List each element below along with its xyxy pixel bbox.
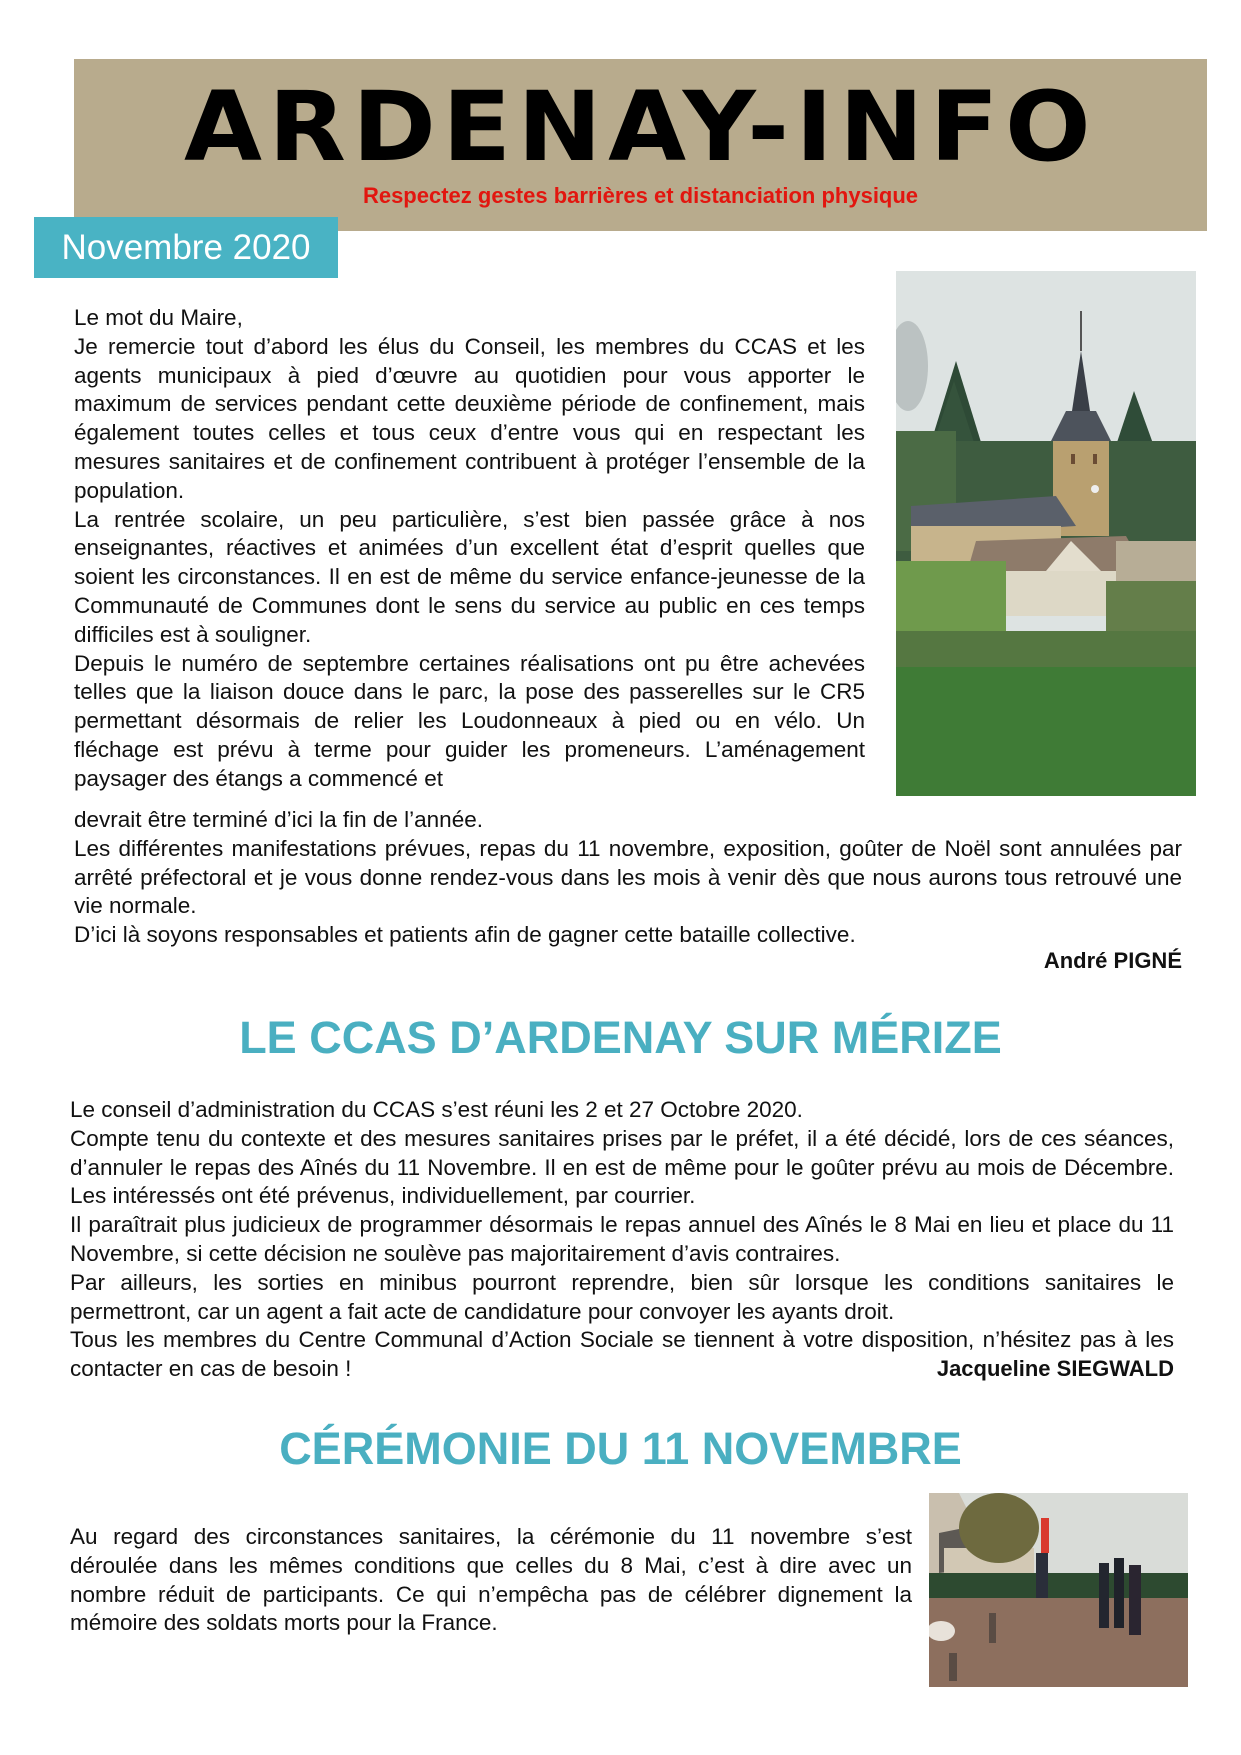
mayor-greeting: Le mot du Maire, (74, 305, 243, 330)
masthead-banner (74, 59, 1207, 231)
ceremony-monument-photo (929, 1493, 1188, 1687)
mayor-paragraph: La rentrée scolaire, un peu particulière, s’est bien passée grâce à nos enseignantes, réactives et animées d’un excellent état d’esprit quelles que soient les circonstances. Il en est de même du service enfance-jeunesse de la Communauté de Communes dont le sens du service au public en ces temps difficiles est à souligner. (74, 506, 865, 647)
mayor-paragraph: Depuis le numéro de septembre certaines réalisations ont pu être achevées telles que la liaison douce dans le parc, la pose des passerelles sur le CR5 permettant désormais de relier les Loudonneaux à pied ou en vélo. Un fléchage est prévu à terme pour guider les promeneurs. L’aménagement paysager des étangs a commencé et (74, 650, 865, 791)
ccas-paragraph: Tous les membres du Centre Communal d’Action Sociale se tiennent à votre disposition, n’hésitez pas à les contacter en cas de besoin ! (70, 1327, 1174, 1382)
ccas-section-title: LE CCAS D’ARDENAY SUR MÉRIZE (239, 1012, 1002, 1063)
barrier-gestures-reminder: Respectez gestes barrières et distanciation physique (362, 183, 919, 208)
ccas-paragraph: Il paraîtrait plus judicieux de programmer désormais le repas annuel des Aînés le 8 Mai en lieu et place du 11 Novembre, si cette décision ne soulève pas majoritairement d’avis contraires. (70, 1212, 1174, 1266)
church-village-photo (896, 271, 1196, 796)
ccas-paragraph: Le conseil d’administration du CCAS s’est réuni les 2 et 27 Octobre 2020. (70, 1097, 803, 1122)
newsletter-title: ARDENAY-INFO (184, 71, 1097, 183)
mayor-paragraph: Je remercie tout d’abord les élus du Conseil, les membres du CCAS et les agents municipaux à pied d’œuvre au quotidien pour vous apporter le maximum de services pendant cette deuxième période de confinement, mais également toutes celles et tous ceux d’entre vous qui en respectant les mesures sanitaires et de confinement contribuent à protéger l’ensemble de la population. (74, 333, 865, 503)
ccas-signature: Jacqueline SIEGWALD (936, 1356, 1174, 1382)
issue-date-badge: Novembre 2020 (34, 217, 338, 278)
ccas-paragraph: Compte tenu du contexte et des mesures sanitaires prises par le préfet, il a été décidé, lors de ces séances, d’annuler le repas des Aînés du 11 Novembre. Il en est de même pour le goûter prévu au mois de Décembre. Les intéressés ont été prévenus, individuellement, par courrier. (70, 1125, 1174, 1209)
mayor-message-continued (74, 806, 1182, 950)
ccas-paragraph: Par ailleurs, les sorties en minibus pourront reprendre, bien sûr lorsque les conditions sanitaires le permettront, car un agent a fait acte de candidature pour convoyer les ayants droit. (70, 1269, 1174, 1324)
ccas-section-body (70, 1096, 1174, 1384)
mayor-paragraph: D’ici là soyons responsables et patients afin de gagner cette bataille collective. (74, 922, 856, 948)
ceremony-section-title: CÉRÉMONIE DU 11 NOVEMBRE (279, 1423, 962, 1474)
ceremony-paragraph: Au regard des circonstances sanitaires, la cérémonie du 11 novembre s’est déroulée dans les mêmes conditions que celles du 8 Mai, c’est à dire avec un nombre réduit de participants. Ce qui n’empêcha pas de célébrer dignement la mémoire des soldats morts pour la France. (70, 1524, 912, 1636)
mayor-paragraph: Les différentes manifestations prévues, repas du 11 novembre, exposition, goûter de Noël sont annulées par arrêté préfectoral et je vous donne rendez-vous dans les mois à venir dès que nous aurons tous retrouvé une vie normale. (74, 835, 1182, 919)
mayor-paragraph: devrait être terminé d’ici la fin de l’année. (74, 807, 483, 832)
mayor-signature: André PIGNÉ (1043, 948, 1182, 973)
mayor-message-column (74, 304, 865, 794)
